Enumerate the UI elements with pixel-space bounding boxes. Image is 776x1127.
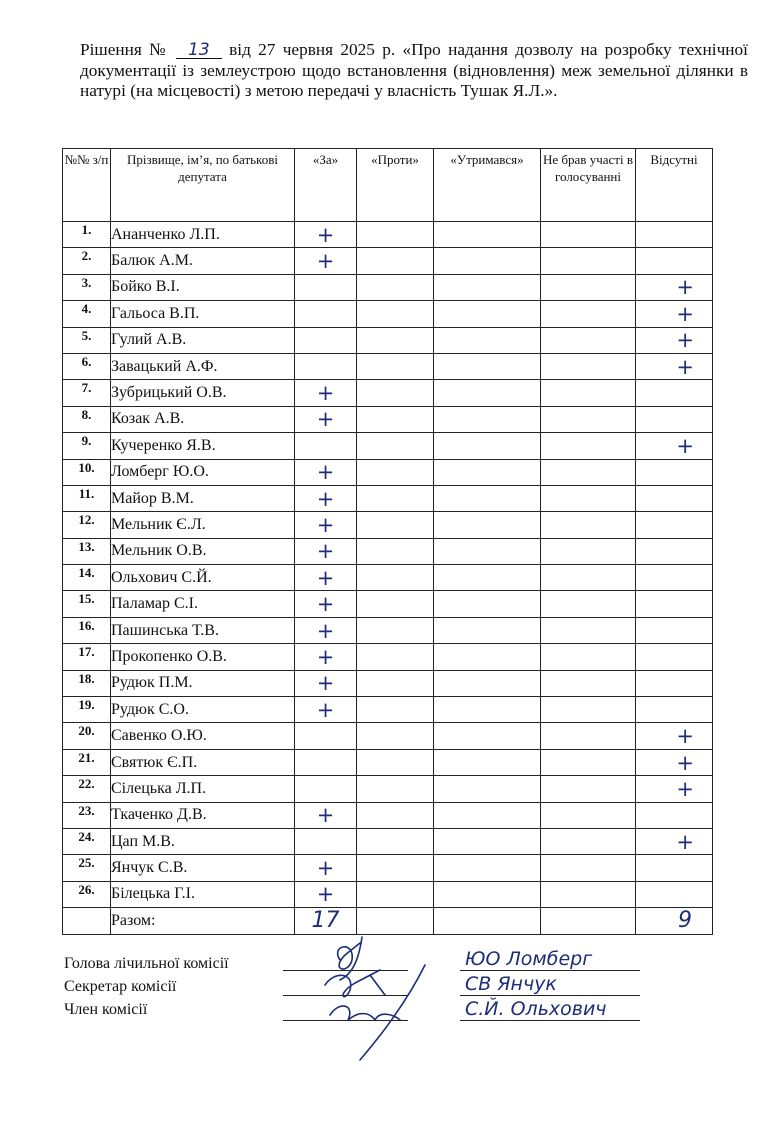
member-name-handwritten: С.Й. Ольхович [465,998,607,1020]
vote-for-mark: + [295,591,357,617]
table-row [63,274,713,300]
not-voted-cell [541,459,636,485]
table-row [63,222,713,248]
vote-for-mark: + [295,670,357,696]
table-row [63,670,713,696]
not-voted-cell [541,248,636,274]
deputy-name: Білецька Г.І. [111,881,295,907]
vote-against-cell [357,670,434,696]
not-voted-cell [541,802,636,828]
table-row [63,565,713,591]
deputy-name: Ломберг Ю.О. [111,459,295,485]
deputy-name: Цап М.В. [111,828,295,854]
vote-for-mark: + [295,406,357,432]
absent-mark [636,459,713,485]
table-row [63,855,713,881]
row-number: 12. [63,512,111,538]
deputy-name: Бойко В.І. [111,274,295,300]
vote-against-cell [357,538,434,564]
vote-abstained-cell [434,512,541,538]
header-not-voted: Не брав участі в голосуванні [541,149,636,222]
vote-against-cell [357,697,434,723]
decision-text: від 27 червня 2025 р. «Про надання дозволу на розробку технічної документації із землеустрою щодо встановлення (відновлення) меж земельної ділянки в натурі (на місцевості) з метою передачі у власність Тушак Я.Л.». [80,40,748,100]
deputy-name: Рудюк П.М. [111,670,295,696]
absent-mark [636,591,713,617]
absent-mark [636,538,713,564]
vote-against-cell [357,644,434,670]
vote-against-cell [357,459,434,485]
vote-abstained-cell [434,538,541,564]
absent-mark [636,644,713,670]
vote-for-mark: + [295,459,357,485]
table-row [63,459,713,485]
table-row [63,538,713,564]
row-number: 1. [63,222,111,248]
vote-against-cell [357,433,434,459]
absent-mark: + [636,749,713,775]
absent-mark [636,512,713,538]
table-row [63,802,713,828]
table-row [63,353,713,379]
secretary-name-handwritten: СВ Янчук [465,973,557,995]
vote-abstained-cell [434,855,541,881]
vote-against-cell [357,353,434,379]
absent-mark: + [636,274,713,300]
not-voted-cell [541,485,636,511]
row-number: 25. [63,855,111,881]
handwritten-signatures [300,925,450,1065]
row-number: 15. [63,591,111,617]
vote-against-cell [357,327,434,353]
absent-mark [636,565,713,591]
not-voted-cell [541,327,636,353]
row-number: 19. [63,697,111,723]
vote-abstained-cell [434,565,541,591]
vote-abstained-cell [434,749,541,775]
table-header-row [63,149,713,222]
row-number: 3. [63,274,111,300]
vote-abstained-cell [434,459,541,485]
header-name: Прізвище, ім’я, по батькові депутата [111,149,295,222]
vote-for-mark [295,327,357,353]
vote-for-mark: + [295,485,357,511]
deputy-name: Мельник О.В. [111,538,295,564]
row-number: 24. [63,828,111,854]
vote-abstained-cell [434,697,541,723]
absent-mark: + [636,776,713,802]
vote-against-cell [357,828,434,854]
row-number: 9. [63,433,111,459]
vote-against-cell [357,881,434,907]
not-voted-cell [541,353,636,379]
chair-label: Голова лічильної комісії [64,955,229,972]
absent-mark [636,248,713,274]
row-number: 20. [63,723,111,749]
vote-for-mark: + [295,565,357,591]
row-number: 18. [63,670,111,696]
vote-for-mark [295,353,357,379]
vote-abstained-cell [434,591,541,617]
row-number: 4. [63,301,111,327]
not-voted-cell [541,855,636,881]
absent-mark: + [636,828,713,854]
vote-abstained-cell [434,828,541,854]
absent-mark: + [636,353,713,379]
table-row [63,776,713,802]
vote-abstained-cell [434,644,541,670]
not-voted-cell [541,406,636,432]
table-row [63,591,713,617]
header-num: №№ з/п [63,149,111,222]
not-voted-cell [541,828,636,854]
decision-prefix: Рішення № [80,40,169,59]
absent-mark [636,881,713,907]
vote-against-cell [357,222,434,248]
vote-for-mark: + [295,512,357,538]
not-voted-cell [541,617,636,643]
not-voted-cell [541,697,636,723]
vote-abstained-cell [434,222,541,248]
vote-for-mark [295,828,357,854]
vote-against-cell [357,380,434,406]
total-label: Разом: [111,908,295,934]
vote-abstained-cell [434,881,541,907]
deputy-name: Гулий А.В. [111,327,295,353]
absent-mark [636,802,713,828]
deputy-name: Зубрицький О.В. [111,380,295,406]
deputy-name: Рудюк С.О. [111,697,295,723]
vote-abstained-cell [434,301,541,327]
name-line-chair [460,970,640,971]
row-number: 26. [63,881,111,907]
deputy-name: Ананченко Л.П. [111,222,295,248]
vote-abstained-cell [434,380,541,406]
deputy-name: Янчук С.В. [111,855,295,881]
vote-against-cell [357,406,434,432]
vote-for-mark [295,723,357,749]
vote-abstained-cell [434,274,541,300]
row-number: 22. [63,776,111,802]
absent-mark [636,670,713,696]
row-number: 21. [63,749,111,775]
table-row [63,406,713,432]
absent-mark [636,617,713,643]
deputy-name: Мельник Є.Л. [111,512,295,538]
vote-against-cell [357,723,434,749]
deputy-name: Ткаченко Д.В. [111,802,295,828]
vote-against-cell [357,776,434,802]
decision-number: 13 [176,42,222,59]
vote-abstained-cell [434,353,541,379]
absent-mark: + [636,433,713,459]
vote-abstained-cell [434,433,541,459]
header-absent: Відсутні [636,149,713,222]
not-voted-cell [541,380,636,406]
total-for: 17 [295,908,357,934]
vote-against-cell [357,617,434,643]
deputy-name: Пашинська Т.В. [111,617,295,643]
vote-against-cell [357,274,434,300]
row-number: 14. [63,565,111,591]
deputy-name: Козак А.В. [111,406,295,432]
decision-header [80,40,748,102]
deputy-name: Сілецька Л.П. [111,776,295,802]
vote-abstained-cell [434,327,541,353]
deputy-name: Святюк Є.П. [111,749,295,775]
table-row [63,512,713,538]
row-number: 10. [63,459,111,485]
signature-labels [64,952,229,1021]
vote-for-mark: + [295,802,357,828]
deputy-name: Завацький А.Ф. [111,353,295,379]
vote-abstained-cell [434,617,541,643]
vote-for-mark: + [295,881,357,907]
vote-for-mark: + [295,248,357,274]
deputy-name: Ольхович С.Й. [111,565,295,591]
chair-name-handwritten: ЮО Ломберг [465,948,593,970]
total-empty-cell [63,908,111,934]
vote-for-mark: + [295,222,357,248]
vote-for-mark [295,274,357,300]
row-number: 5. [63,327,111,353]
vote-abstained-cell [434,723,541,749]
table-row [63,697,713,723]
vote-against-cell [357,301,434,327]
table-row [63,828,713,854]
vote-against-cell [357,485,434,511]
vote-for-mark [295,301,357,327]
name-line-secretary [460,995,640,996]
vote-for-mark: + [295,855,357,881]
table-row [63,881,713,907]
table-row [63,749,713,775]
table-row [63,723,713,749]
not-voted-cell [541,723,636,749]
not-voted-cell [541,776,636,802]
vote-against-cell [357,802,434,828]
absent-mark [636,222,713,248]
absent-mark [636,406,713,432]
row-number: 16. [63,617,111,643]
table-row [63,327,713,353]
deputy-name: Балюк А.М. [111,248,295,274]
deputy-name: Майор В.М. [111,485,295,511]
table-row [63,380,713,406]
vote-against-cell [357,591,434,617]
deputy-name: Кучеренко Я.В. [111,433,295,459]
row-number: 7. [63,380,111,406]
name-line-member [460,1020,640,1021]
not-voted-cell [541,749,636,775]
row-number: 17. [63,644,111,670]
deputy-name: Савенко О.Ю. [111,723,295,749]
row-number: 8. [63,406,111,432]
deputy-name: Прокопенко О.В. [111,644,295,670]
header-abstained: «Утримався» [434,149,541,222]
header-against: «Проти» [357,149,434,222]
vote-abstained-cell [434,776,541,802]
not-voted-cell [541,591,636,617]
absent-mark [636,485,713,511]
absent-mark: + [636,723,713,749]
row-number: 13. [63,538,111,564]
table-row [63,248,713,274]
deputy-name: Паламар С.І. [111,591,295,617]
absent-mark [636,697,713,723]
vote-for-mark: + [295,697,357,723]
row-number: 6. [63,353,111,379]
vote-abstained-cell [434,670,541,696]
vote-abstained-cell [434,485,541,511]
vote-for-mark [295,749,357,775]
table-row [63,485,713,511]
row-number: 11. [63,485,111,511]
vote-for-mark [295,776,357,802]
vote-abstained-cell [434,248,541,274]
vote-against-cell [357,248,434,274]
vote-for-mark: + [295,617,357,643]
vote-against-cell [357,855,434,881]
row-number: 2. [63,248,111,274]
vote-against-cell [357,749,434,775]
absent-mark [636,380,713,406]
vote-for-mark: + [295,538,357,564]
not-voted-cell [541,881,636,907]
table-row [63,617,713,643]
voting-table [62,148,713,935]
vote-abstained-cell [434,802,541,828]
not-voted-cell [541,433,636,459]
row-number: 23. [63,802,111,828]
vote-against-cell [357,565,434,591]
vote-for-mark [295,433,357,459]
vote-abstained-cell [434,406,541,432]
total-absent: 9 [636,908,713,934]
header-for: «За» [295,149,357,222]
not-voted-cell [541,222,636,248]
not-voted-cell [541,301,636,327]
absent-mark: + [636,301,713,327]
table-row [63,644,713,670]
vote-for-mark: + [295,644,357,670]
absent-mark: + [636,327,713,353]
member-label: Член комісії [64,1001,148,1018]
not-voted-cell [541,538,636,564]
not-voted-cell [541,565,636,591]
not-voted-cell [541,670,636,696]
not-voted-cell [541,644,636,670]
deputy-name: Гальоса В.П. [111,301,295,327]
vote-for-mark: + [295,380,357,406]
not-voted-cell [541,512,636,538]
secretary-label: Секретар комісії [64,978,177,995]
absent-mark [636,855,713,881]
total-not-voted [541,908,636,934]
table-row [63,433,713,459]
vote-against-cell [357,512,434,538]
not-voted-cell [541,274,636,300]
table-row [63,301,713,327]
